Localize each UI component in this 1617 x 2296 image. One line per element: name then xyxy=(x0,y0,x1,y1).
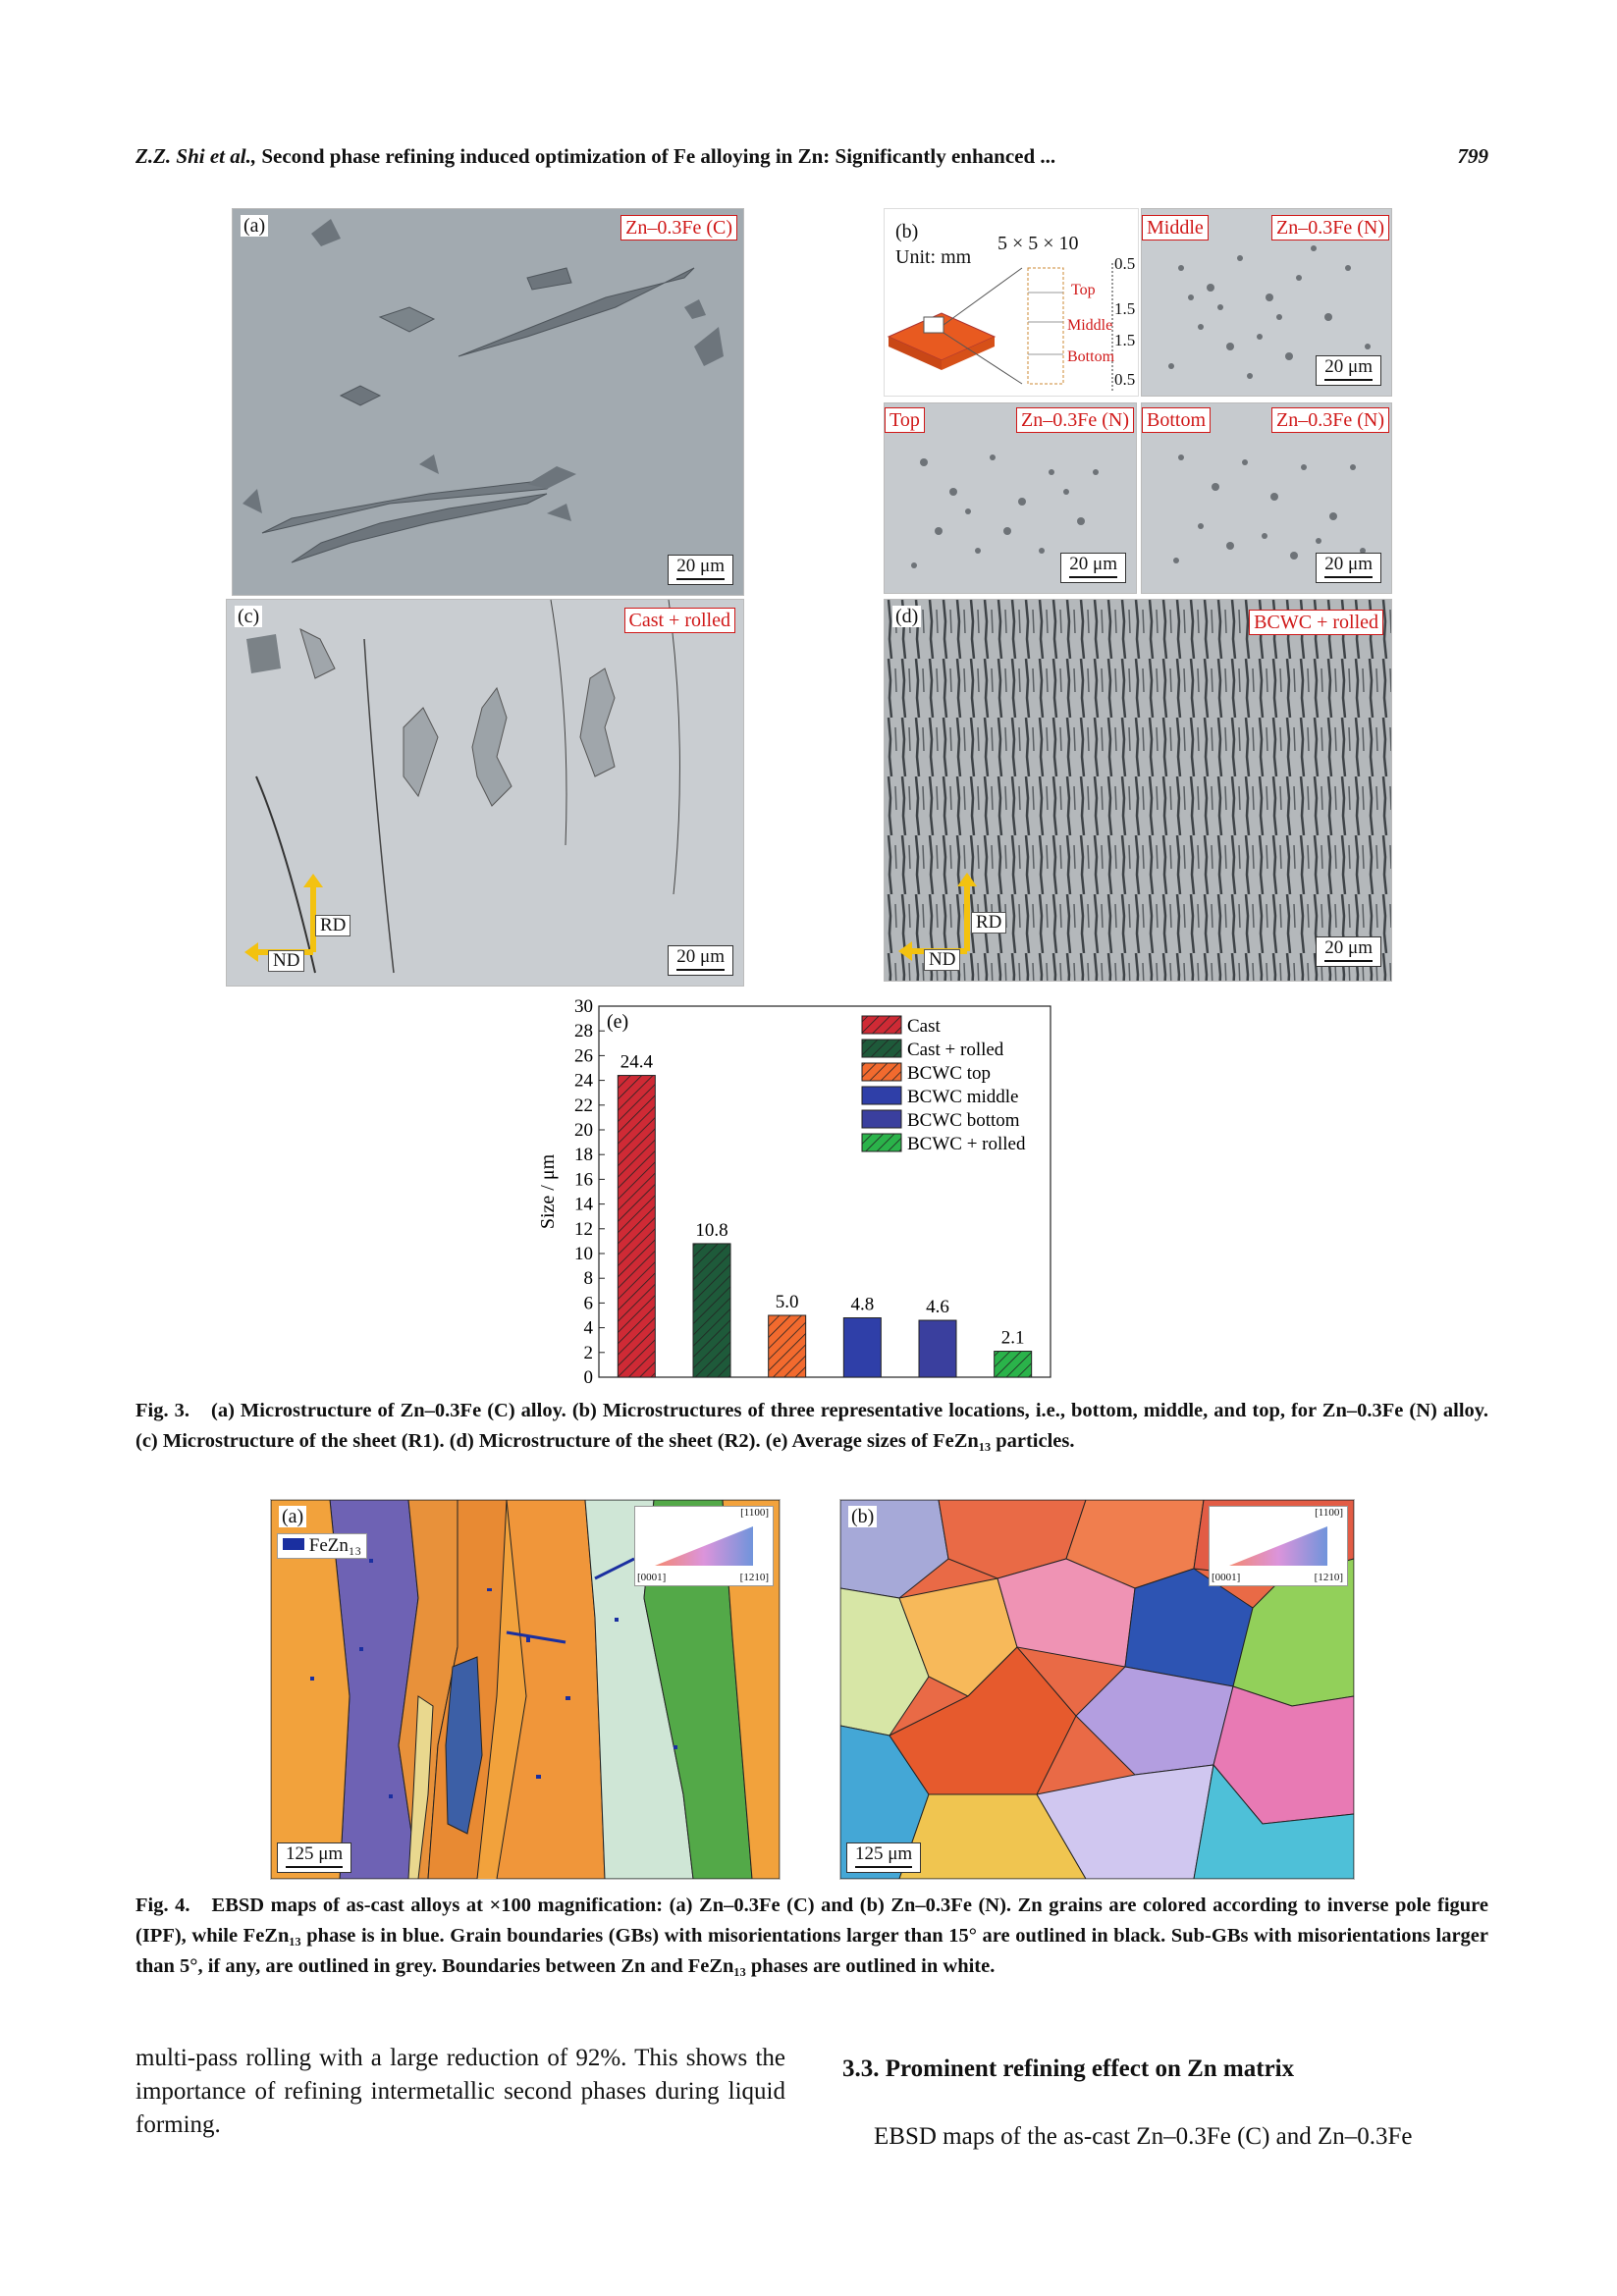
bar-0 xyxy=(618,1076,655,1377)
tag-top: Top xyxy=(885,407,925,433)
fig3-panel-c xyxy=(226,599,744,987)
y-tick-label: 8 xyxy=(583,1268,593,1290)
tag-middle: Middle xyxy=(1142,215,1209,240)
fig3-chart-e xyxy=(530,987,1080,1389)
tag-a: Zn–0.3Fe (C) xyxy=(620,215,737,240)
legend-label: BCWC middle xyxy=(907,1087,1019,1107)
scale-bar-b-bottom: 20 μm xyxy=(1316,553,1381,583)
fig3-panel-b-bottom xyxy=(1141,402,1392,594)
sample-diagram xyxy=(885,209,1138,396)
bar-value-label: 5.0 xyxy=(775,1292,799,1312)
bar-value-label: 10.8 xyxy=(695,1219,728,1241)
bar-5 xyxy=(995,1352,1032,1377)
ipf-b-1210: [1210] xyxy=(1314,1572,1343,1583)
running-head-authors: Z.Z. Shi et al., xyxy=(135,144,257,168)
y-tick-label: 10 xyxy=(574,1244,593,1264)
y-tick-label: 20 xyxy=(574,1120,593,1141)
y-tick-label: 4 xyxy=(583,1317,593,1339)
scale-bar-b-top: 20 μm xyxy=(1060,553,1126,583)
tag-alloy-n-2: Zn–0.3Fe (N) xyxy=(1016,407,1134,433)
fig3-panel-a xyxy=(232,208,744,596)
y-tick-label: 0 xyxy=(583,1367,593,1388)
fig4-panel-b xyxy=(839,1499,1355,1880)
scale-bar-a: 20 μm xyxy=(668,555,733,585)
running-head-title: Second phase refining induced optimization of Fe alloying in Zn: Significantly enhanced ... xyxy=(261,144,1056,168)
legend-swatch xyxy=(862,1087,901,1104)
zone-middle: Middle xyxy=(1067,317,1113,334)
fig3-caption xyxy=(135,1396,1488,1457)
sample-dimensions: 5 × 5 × 10 xyxy=(995,233,1082,254)
fezn13-swatch xyxy=(283,1538,304,1550)
bar-value-label: 4.8 xyxy=(850,1294,875,1315)
panel-label-a: (a) xyxy=(241,215,268,237)
y-tick-label: 12 xyxy=(574,1218,593,1240)
ipf-a-1210: [1210] xyxy=(739,1572,769,1583)
y-tick-label: 14 xyxy=(574,1194,593,1215)
fig3-panel-b-top xyxy=(884,402,1137,594)
fig3-panel-d xyxy=(884,599,1392,982)
bar-value-label: 24.4 xyxy=(620,1051,653,1073)
y-tick-label: 18 xyxy=(574,1145,593,1166)
fig3-caption-text: (a) Microstructure of Zn–0.3Fe (C) alloy. (b) Microstructures of three representative locations, i.e., bottom, middle, and top, for Zn–0.3Fe (N) alloy. (c) Microstructure of the sheet (R1). (d) Microstructure of the sheet (R2). (e) Average sizes of FeZn₁₃ particles. xyxy=(135,1400,1489,1452)
fig4-scale-bar-a: 125 μm xyxy=(277,1842,351,1873)
micrograph-a xyxy=(233,209,743,595)
zone-bottom: Bottom xyxy=(1067,348,1115,365)
page-number: 799 xyxy=(1457,144,1488,168)
y-tick-label: 6 xyxy=(583,1293,593,1314)
y-tick-label: 28 xyxy=(574,1021,593,1042)
bar-chart xyxy=(530,987,1080,1389)
tag-alloy-n-1: Zn–0.3Fe (N) xyxy=(1271,215,1389,240)
plot-frame xyxy=(599,1006,1051,1377)
legend-label: BCWC + rolled xyxy=(907,1134,1026,1154)
legend-label: Cast xyxy=(907,1016,941,1037)
height-1: 0.5 xyxy=(1114,254,1136,273)
scale-bar-d: 20 μm xyxy=(1316,936,1381,967)
bar-1 xyxy=(693,1244,730,1377)
height-2: 1.5 xyxy=(1114,299,1136,318)
tag-bottom: Bottom xyxy=(1142,407,1211,433)
unit-label: Unit: mm xyxy=(892,246,974,268)
nd-label-c: ND xyxy=(268,950,304,972)
height-4: 0.5 xyxy=(1114,370,1136,389)
running-head xyxy=(135,144,1488,169)
fig4-scale-bar-b: 125 μm xyxy=(846,1842,921,1873)
y-tick-label: 30 xyxy=(574,996,593,1017)
legend-label: Cast + rolled xyxy=(907,1040,1004,1060)
bar-value-label: 2.1 xyxy=(1000,1327,1025,1349)
fig4-panel-a xyxy=(270,1499,781,1880)
tag-c: Cast + rolled xyxy=(624,608,736,633)
fezn13-label: FeZn₁₃ xyxy=(308,1535,362,1556)
fig3-caption-number: Fig. 3. xyxy=(135,1400,189,1421)
ipf-a-1100: [1100] xyxy=(740,1507,769,1519)
legend-swatch xyxy=(862,1063,901,1081)
y-axis-label: Size / μm xyxy=(537,1153,559,1230)
fig3-panel-b-diagram xyxy=(884,208,1139,397)
ipf-b-1100: [1100] xyxy=(1315,1507,1343,1519)
legend-label: BCWC bottom xyxy=(907,1110,1020,1131)
ipf-key-b xyxy=(1209,1506,1348,1586)
legend-label: BCWC top xyxy=(907,1063,991,1084)
height-3: 1.5 xyxy=(1114,331,1136,349)
fezn13-legend xyxy=(277,1533,367,1559)
legend-swatch xyxy=(862,1016,901,1034)
fig4-panel-label-b: (b) xyxy=(848,1506,877,1527)
body-left-column: multi-pass rolling with a large reduction of 92%. This shows the importance of refining intermetallic second phases during liquid forming. xyxy=(135,2045,785,2138)
panel-label-c: (c) xyxy=(235,606,262,627)
legend-swatch xyxy=(862,1110,901,1128)
rd-label-d: RD xyxy=(971,912,1006,934)
tag-d: BCWC + rolled xyxy=(1249,610,1383,635)
fig4-caption xyxy=(135,1891,1488,1982)
bar-3 xyxy=(843,1318,881,1377)
ipf-key-a xyxy=(634,1506,774,1586)
fig4-panel-label-a: (a) xyxy=(279,1506,306,1527)
bar-4 xyxy=(919,1320,956,1377)
legend-swatch xyxy=(862,1040,901,1057)
zone-top: Top xyxy=(1071,282,1096,298)
fig4-caption-number: Fig. 4. xyxy=(135,1895,190,1916)
fig4-caption-text: EBSD maps of as-cast alloys at ×100 magnification: (a) Zn–0.3Fe (C) and (b) Zn–0.3Fe (N). Zn grains are colored according to inverse pole figure (IPF), while FeZn₁₃ phase is in blue. Grain boundaries (GBs) with misorientations larger than 15° are outlined in black. Sub-GBs with misorientations larger than 5°, if any, are outlined in grey. Boundaries between Zn and FeZn₁₃ phases are outlined in white. xyxy=(135,1895,1488,1977)
y-tick-label: 22 xyxy=(574,1095,593,1116)
y-tick-label: 2 xyxy=(583,1342,593,1363)
scale-bar-c: 20 μm xyxy=(668,945,733,976)
nd-label-d: ND xyxy=(924,949,960,971)
tag-alloy-n-3: Zn–0.3Fe (N) xyxy=(1271,407,1389,433)
panel-label-e: (e) xyxy=(607,1011,629,1033)
y-tick-label: 24 xyxy=(574,1070,593,1092)
panel-label-b: (b) xyxy=(892,221,921,242)
section-title: 3.3. Prominent refining effect on Zn matrix xyxy=(842,2056,1295,2082)
scale-bar-b-middle: 20 μm xyxy=(1316,355,1381,386)
y-tick-label: 16 xyxy=(574,1169,593,1191)
panel-label-d: (d) xyxy=(892,606,921,627)
ipf-a-0001: [0001] xyxy=(637,1572,667,1583)
fig3-panel-b-middle xyxy=(1141,208,1392,397)
ipf-b-0001: [0001] xyxy=(1212,1572,1241,1583)
bar-value-label: 4.6 xyxy=(926,1297,949,1318)
body-right-column: EBSD maps of the as-cast Zn–0.3Fe (C) and Zn–0.3Fe xyxy=(874,2123,1413,2150)
legend-swatch xyxy=(862,1134,901,1151)
bar-2 xyxy=(769,1315,806,1377)
y-tick-label: 26 xyxy=(574,1045,593,1067)
rd-label-c: RD xyxy=(315,915,350,936)
